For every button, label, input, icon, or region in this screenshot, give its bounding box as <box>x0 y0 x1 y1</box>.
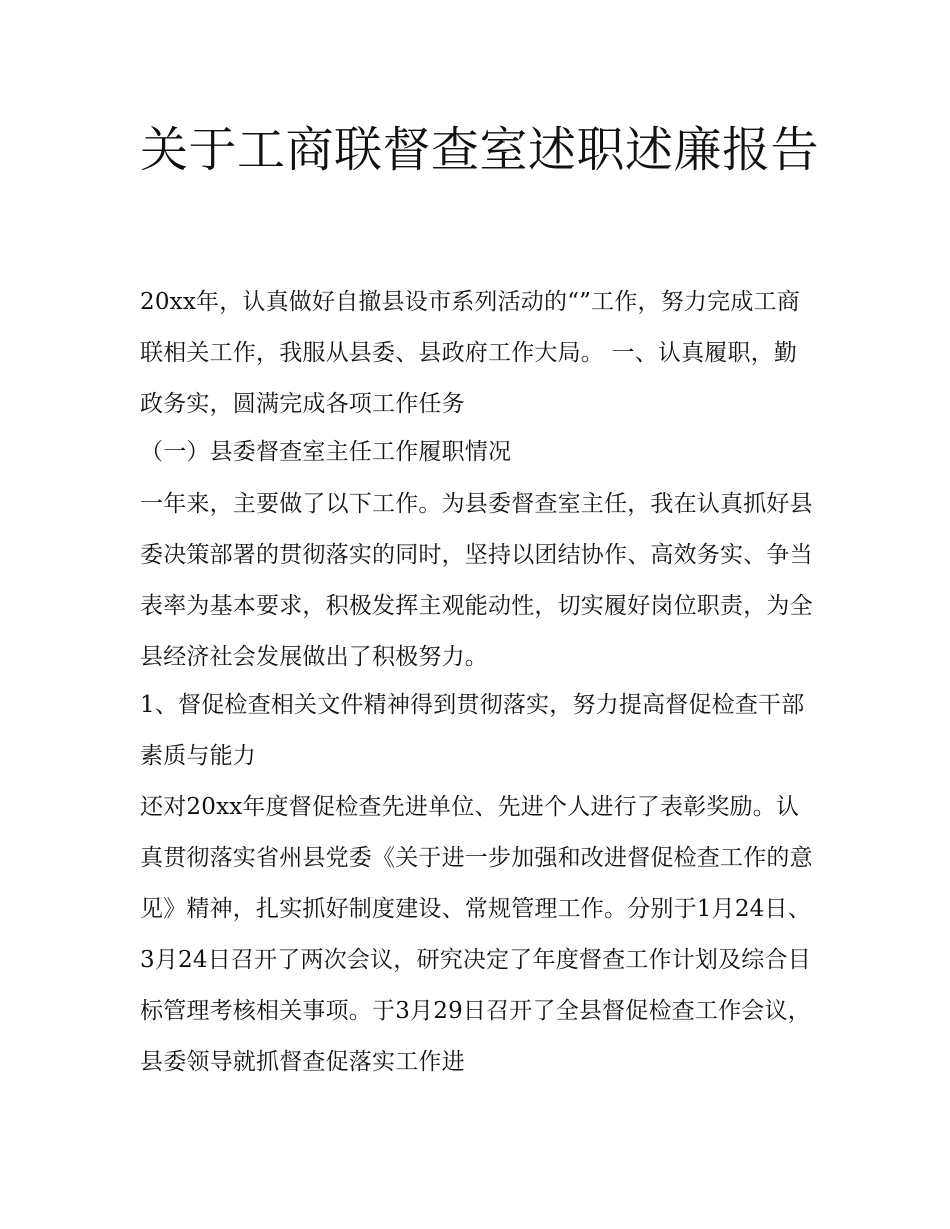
subsection-heading: 1、督促检查相关文件精神得到贯彻落实，努力提高督促检查干部素质与能力 <box>140 692 805 769</box>
document-title: 关于工商联督查室述职述廉报告 <box>140 122 820 178</box>
section-heading: （一）县委督查室主任工作履职情况 <box>140 439 512 465</box>
paragraph-intro: 20xx年，认真做好自撤县设市系列活动的“”工作，努力完成工商联相关工作，我服从县委、县政府工作大局。 一、认真履职，勤政务实，圆满完成各项工作任务 <box>140 289 800 417</box>
paragraph-details: 还对20xx年度督促检查先进单位、先进个人进行了表彰奖励。认真贯彻落实省州县党委《关于进一步加强和改进督促检查工作的意见》精神，扎实抓好制度建设、常规管理工作。分别于1月24日、3月24日召开了两次会议，研究决定了年度督查工作计划及综合目标管理考核相关事项。于3月29日召开了全县督促检查工作会议，县委领导就抓督查促落实工作进 <box>140 794 813 1075</box>
paragraph-work-summary: 一年来，主要做了以下工作。为县委督查室主任，我在认真抓好县委决策部署的贯彻落实的同时，坚持以团结协作、高效务实、争当表率为基本要求，积极发挥主观能动性，切实履好岗位职责，为全县经济社会发展做出了积极努力。 <box>140 491 813 670</box>
